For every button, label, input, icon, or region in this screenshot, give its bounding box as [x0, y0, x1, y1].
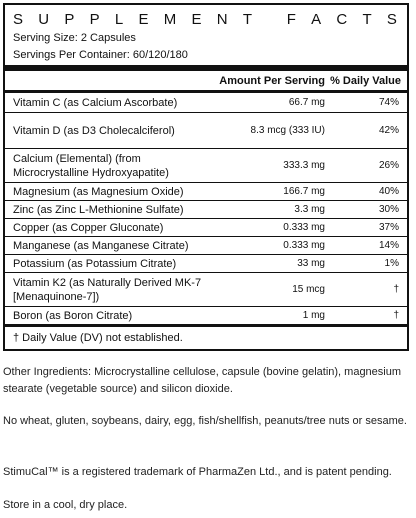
- title-letter: E: [191, 10, 202, 28]
- daily-value-header: % Daily Value: [330, 74, 401, 87]
- title-letter: E: [138, 10, 149, 28]
- dv-footnote: † Daily Value (DV) not established.: [5, 325, 407, 349]
- nutrient-amount: 66.7 mg: [288, 97, 325, 108]
- nutrient-name: Potassium (as Potassium Citrate): [13, 257, 177, 270]
- nutrient-amount: 166.7 mg: [283, 186, 325, 197]
- nutrient-name: Vitamin K2 (as Naturally Derived MK-7 [Menaquinone-7]): [13, 276, 202, 303]
- nutrient-daily-value: 37%: [378, 222, 399, 233]
- title-letter: T: [242, 10, 253, 28]
- nutrient-name: Calcium (Elemental) (from Microcrystalline Hydroxyapatite): [13, 152, 169, 179]
- nutrient-name: Magnesium (as Magnesium Oxide): [13, 185, 184, 198]
- nutrient-amount: 0.333 mg: [283, 240, 325, 251]
- nutrient-row: [5, 149, 407, 183]
- nutrient-name: Vitamin C (as Calcium Ascorbate): [13, 96, 178, 109]
- nutrient-name: Vitamin D (as D3 Cholecalciferol): [13, 124, 175, 137]
- nutrient-rows: [5, 93, 407, 325]
- amount-per-serving-header: Amount Per Serving: [219, 74, 325, 87]
- nutrient-name: Copper (as Copper Gluconate): [13, 221, 164, 234]
- servings-per-container: Servings Per Container: 60/120/180: [13, 49, 188, 61]
- nutrient-row: [5, 237, 407, 255]
- column-header-row: [5, 71, 407, 93]
- nutrient-amount: 3.3 mg: [294, 204, 325, 215]
- other-ingredients: Other Ingredients: Microcrystalline cellulose, capsule (bovine gelatin), magnesium stearate (vegetable source) and silicon dioxide.: [3, 366, 402, 395]
- title-letter: [267, 11, 271, 28]
- title-letter: F: [286, 10, 296, 28]
- nutrient-name: Zinc (as Zinc L-Methionine Sulfate): [13, 203, 184, 216]
- panel-title: [5, 5, 407, 29]
- title-letter: P: [89, 10, 100, 28]
- allergen-statement: No wheat, gluten, soybeans, dairy, egg, fish/shellfish, peanuts/tree nuts or sesame.: [3, 415, 407, 427]
- nutrient-daily-value: 74%: [378, 97, 399, 108]
- nutrient-row: [5, 255, 407, 273]
- nutrient-daily-value: 30%: [378, 204, 399, 215]
- nutrient-row: [5, 113, 407, 149]
- supplement-facts-panel: [3, 3, 409, 351]
- title-letter: S: [386, 10, 397, 28]
- nutrient-daily-value: †: [393, 284, 399, 295]
- title-letter: C: [336, 10, 348, 28]
- trademark-notice: StimuCal™ is a registered trademark of PharmaZen Ltd., and is patent pending.: [3, 466, 392, 478]
- nutrient-name: Manganese (as Manganese Citrate): [13, 239, 189, 252]
- nutrient-name: Boron (as Boron Citrate): [13, 309, 133, 322]
- nutrient-amount: 15 mcg: [292, 284, 325, 295]
- title-letter: T: [362, 10, 372, 28]
- nutrient-row: [5, 219, 407, 237]
- nutrient-daily-value: 40%: [378, 186, 399, 197]
- nutrient-row: [5, 183, 407, 201]
- title-letter: P: [64, 10, 75, 28]
- nutrient-daily-value: 1%: [384, 258, 399, 269]
- title-letter: S: [13, 10, 24, 28]
- nutrient-daily-value: 26%: [378, 160, 399, 171]
- title-letter: A: [311, 10, 322, 28]
- title-letter: U: [38, 10, 50, 28]
- title-letter: N: [216, 10, 228, 28]
- nutrient-row: [5, 273, 407, 307]
- serving-size: Serving Size: 2 Capsules: [13, 32, 136, 44]
- nutrient-amount: 8.3 mcg (333 IU): [250, 125, 325, 136]
- title-letter: M: [163, 10, 177, 28]
- nutrient-row: [5, 201, 407, 219]
- nutrient-amount: 0.333 mg: [283, 222, 325, 233]
- nutrient-row: [5, 93, 407, 113]
- storage-instructions: Store in a cool, dry place.: [3, 499, 128, 511]
- nutrient-amount: 333.3 mg: [283, 160, 325, 171]
- nutrient-amount: 33 mg: [297, 258, 325, 269]
- nutrient-amount: 1 mg: [302, 310, 325, 321]
- nutrient-daily-value: †: [393, 310, 399, 321]
- title-letter: L: [114, 10, 124, 28]
- nutrient-daily-value: 14%: [378, 240, 399, 251]
- nutrient-daily-value: 42%: [378, 125, 399, 136]
- nutrient-row: [5, 307, 407, 325]
